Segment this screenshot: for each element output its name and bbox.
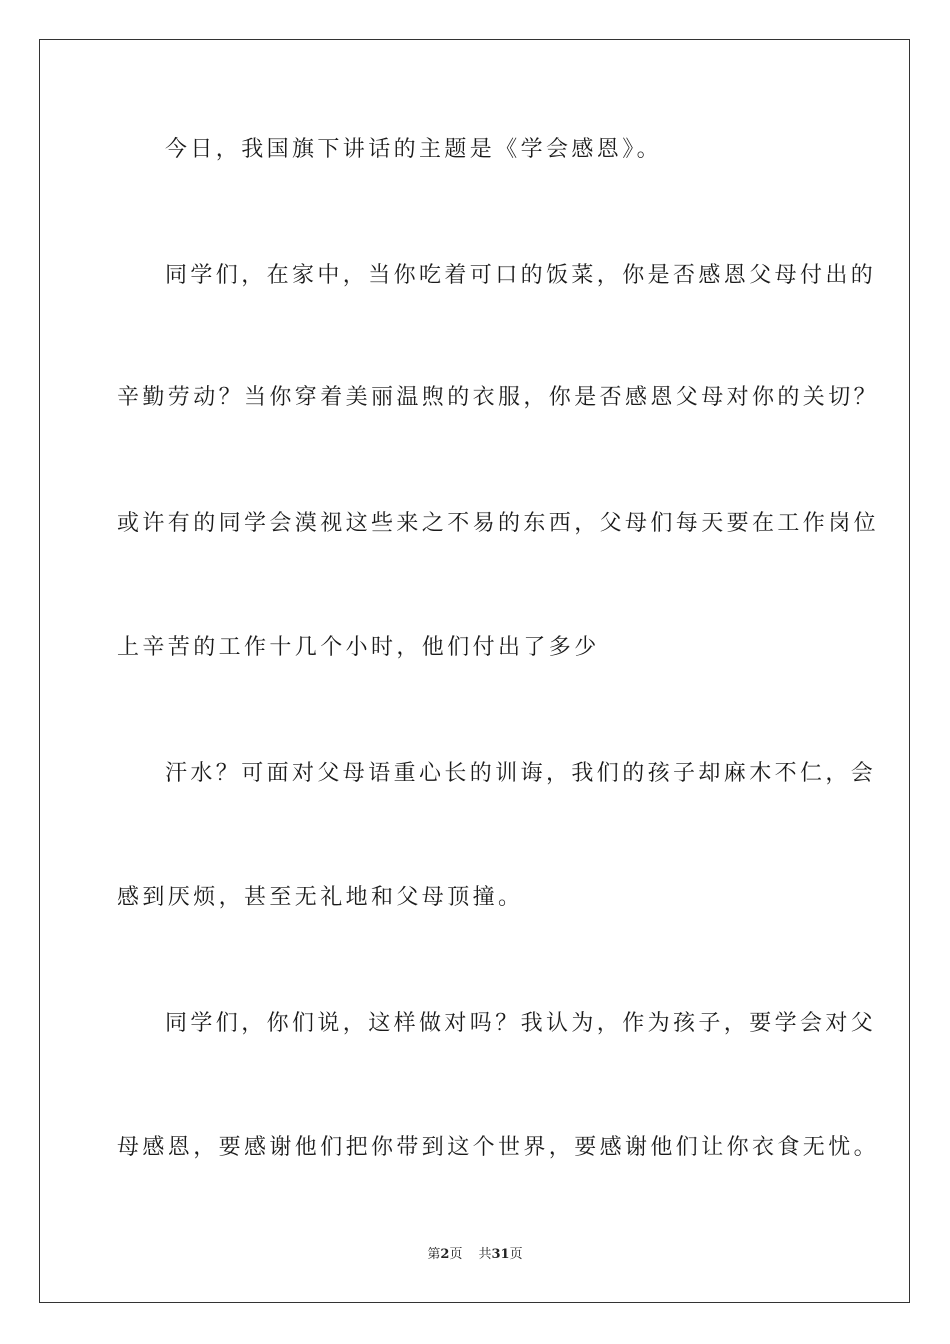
footer-total-pages: 31 xyxy=(491,1247,510,1262)
footer-page-prefix: 第 xyxy=(427,1247,441,1262)
paragraph-line-1: 今日，我国旗下讲话的主题是《学会感恩》。 xyxy=(165,137,663,162)
footer-total-suffix: 页 xyxy=(509,1247,523,1262)
paragraph-line-9: 母感恩，要感谢他们把你带到这个世界，要感谢他们让你衣食无忧。 xyxy=(117,1135,880,1160)
paragraph-line-7: 感到厌烦，甚至无礼地和父母顶撞。 xyxy=(117,885,524,910)
paragraph-line-4: 或许有的同学会漠视这些来之不易的东西，父母们每天要在工作岗位 xyxy=(117,511,880,536)
paragraph-line-2: 同学们，在家中，当你吃着可口的饭菜，你是否感恩父母付出的 xyxy=(165,263,877,288)
paragraph-line-6: 汗水？可面对父母语重心长的训诲，我们的孩子却麻木不仁，会 xyxy=(165,761,877,786)
paragraph-line-3: 辛勤劳动？当你穿着美丽温煦的衣服，你是否感恩父母对你的关切？ xyxy=(117,385,880,410)
footer-page-number: 2 xyxy=(440,1247,450,1262)
footer-total-prefix: 共 xyxy=(478,1247,492,1262)
footer-page-suffix: 页 xyxy=(449,1247,463,1262)
paragraph-line-5: 上辛苦的工作十几个小时，他们付出了多少 xyxy=(117,635,600,660)
page-border xyxy=(39,39,910,1303)
paragraph-line-8: 同学们，你们说，这样做对吗？我认为，作为孩子，要学会对父 xyxy=(165,1011,877,1036)
page-footer xyxy=(0,1246,950,1264)
